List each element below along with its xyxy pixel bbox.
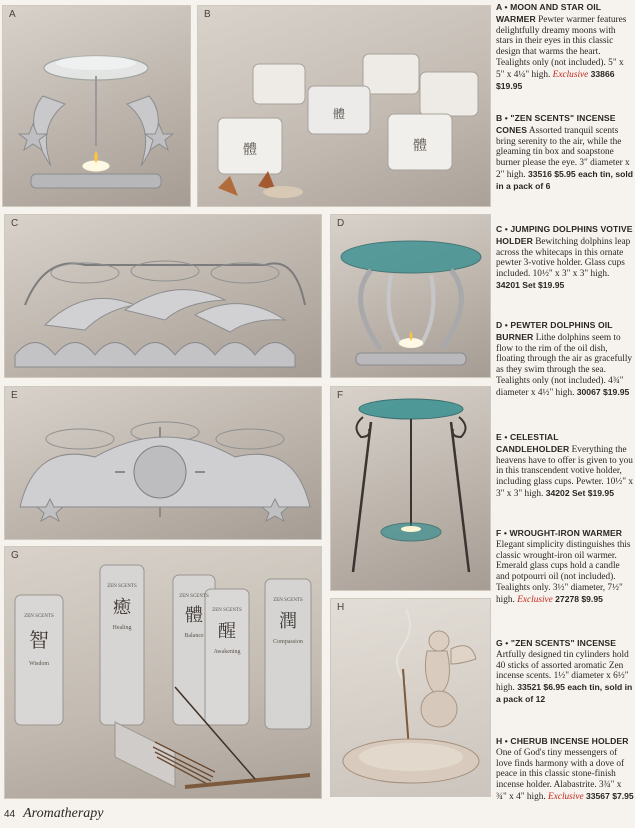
tin-name: Healing	[112, 625, 132, 631]
photo-g-incense-tins	[4, 546, 322, 799]
product-sku: 33516	[527, 168, 552, 179]
section-title: Aromatherapy	[23, 806, 104, 821]
product-entry-c: C • JUMPING DOLPHINS VOTIVE HOLDER Bewitching dolphins leap across the whitecaps in this ornate pewter 3-votive holder. Glass cups included. 10½" x 3" x 3" high. 34201 Set $19.95	[496, 224, 633, 290]
tin-brand: ZEN SCENTS	[24, 614, 54, 619]
product-price: Set $19.95	[522, 279, 565, 290]
product-description: Assorted tranquil scents bring serenity to the air, while the gleaming tin box and soapstone burner please the eye. 3" diameter x 2" high.	[496, 125, 630, 180]
product-sku: 33567	[585, 790, 610, 801]
product-description: Pewter warmer features delightfully dreamy moons with stars in their eyes in this classic design that warms the heart. Tealights only (not included). 5" x 5" x 4¼" high.	[496, 14, 627, 80]
product-name: "ZEN SCENTS" INCENSE CONES	[496, 113, 616, 135]
product-name: "ZEN SCENTS" INCENSE	[510, 638, 617, 648]
tin-kanji: 體	[243, 143, 257, 158]
photo-label: H	[337, 602, 345, 613]
product-price: $6.95 each tin, sold in a pack of 12	[496, 682, 633, 704]
tin-kanji: 醒	[218, 621, 236, 641]
photo-label: D	[337, 218, 345, 229]
product-name: MOON AND STAR OIL WARMER	[496, 2, 601, 24]
entry-letter: H	[496, 736, 503, 746]
moon-star-warmer-illustration	[3, 6, 190, 206]
tin-kanji: 體	[332, 107, 346, 121]
product-description: Bewitching dolphins leap across the whitecaps in this ornate pewter 3-votive holder. Glass cups included. 10½" x 3" x 3" high.	[496, 236, 631, 280]
tin-kanji: 潤	[279, 611, 297, 631]
product-sku: 30067	[576, 386, 601, 397]
entry-letter: B	[496, 113, 503, 123]
photo-e-celestial-candleholder	[4, 386, 322, 540]
product-name: CELESTIAL CANDLEHOLDER	[496, 432, 570, 454]
photo-label: E	[11, 390, 18, 401]
photo-d-dolphin-oil-burner	[330, 214, 491, 378]
exclusive-badge: Exclusive	[552, 69, 589, 80]
tin-name: Awakening	[213, 649, 241, 655]
photo-b-incense-cones	[197, 5, 491, 207]
exclusive-badge: Exclusive	[548, 791, 584, 802]
product-entry-a: A • MOON AND STAR OIL WARMER Pewter warmer features delightfully dreamy moons with stars in their eyes in this classic design that warms the heart. Tealights only (not included). 5" x 5" x 4¼" high. Exclusive 33866 $19.95	[496, 2, 627, 91]
photo-h-cherub-holder	[330, 598, 491, 797]
product-sku: 27278	[555, 593, 580, 604]
tin-brand: ZEN SCENTS	[107, 584, 137, 589]
entry-letter: D	[496, 320, 503, 330]
product-description: Lithe dolphins seem to flow to the rim of the oil dish, floating through the air as gracefully as they swim through the sea. Tealights only (not included). 4¾" diameter x 4½" high.	[496, 332, 633, 398]
entry-letter: F	[496, 528, 502, 538]
photo-f-wrought-iron-warmer	[330, 386, 491, 591]
dolphin-votive-illustration	[5, 215, 321, 377]
wrought-iron-illustration	[331, 387, 490, 590]
tin-kanji: 智	[29, 630, 49, 652]
product-description: Everything the heavens have to offer is given to you in this transcendent votive holder, including glass cups. Pewter. 10½" x 3" x 3" high.	[496, 444, 634, 499]
photo-label: A	[9, 9, 16, 20]
tin-brand: ZEN SCENTS	[273, 598, 303, 603]
zen-tin-illustration	[5, 547, 321, 798]
product-sku: 33521	[517, 682, 542, 693]
photo-a-moon-star-warmer	[2, 5, 191, 207]
tin-kanji: 癒	[113, 597, 131, 617]
tin-kanji: 體	[185, 605, 203, 625]
photo-label: C	[11, 218, 19, 229]
product-entry-d: D • PEWTER DOLPHINS OIL BURNER Lithe dolphins seem to flow to the rim of the oil dish, floating through the air as gracefully as they swim through the sea. Tealights only (not included). 4¾" diameter x 4½" high. 30067 $19.95	[496, 320, 633, 398]
photo-label: B	[204, 9, 211, 20]
entry-letter: A	[496, 2, 502, 12]
product-name: WROUGHT-IRON WARMER	[509, 528, 623, 538]
tin-name: Wisdom	[28, 661, 50, 667]
tin-brand: ZEN SCENTS	[179, 594, 209, 599]
product-price: Set $19.95	[571, 487, 614, 498]
product-price: $5.95 each tin, sold in a pack of 6	[496, 168, 633, 191]
product-sku: 34202	[545, 487, 570, 498]
product-description: One of God's tiny messengers of love finds harmony with a dove of peace in this classic stone-finish incense holder. Alabastrite. 3¾" x ¾" x 4" high.	[496, 747, 625, 802]
tin-name: Balance	[184, 633, 204, 639]
product-name: PEWTER DOLPHINS OIL BURNER	[496, 320, 613, 342]
product-entry-f: F • WROUGHT-IRON WARMER Elegant simplicity distinguishes this classic wrought-iron oil warmer. Emerald glass cups hold a candle and potpourri oil (not included). Tealights only. 3½" diameter, 7½" high. Exclusive 27278 $9.95	[496, 528, 631, 605]
photo-c-dolphin-votive	[4, 214, 322, 378]
product-entry-g: G • "ZEN SCENTS" INCENSE Artfully designed tin cylinders hold 40 sticks of assorted aromatic Zen incense scents. 1½" diameter x 6½" high. 33521 $6.95 each tin, sold in a pack of 12	[496, 638, 633, 704]
incense-tin-illustration	[198, 6, 490, 206]
photo-label: G	[11, 550, 19, 561]
product-entry-b: B • "ZEN SCENTS" INCENSE CONES Assorted tranquil scents bring serenity to the air, while the gleaming tin box and soapstone burner please the eye. 3" diameter x 2" high. 33516 $5.95 each tin, sold in a pack of 6	[496, 113, 633, 191]
entry-letter: C	[496, 224, 503, 234]
exclusive-badge: Exclusive	[517, 594, 553, 605]
product-sku: 33866	[590, 68, 615, 79]
entry-letter: G	[496, 638, 503, 648]
product-description: Elegant simplicity distinguishes this classic wrought-iron oil warmer. Emerald glass cups hold a candle and potpourri oil (not included). Tealights only. 3½" diameter, 7½" high.	[496, 539, 631, 605]
product-price: $7.95	[612, 790, 634, 801]
entry-letter: E	[496, 432, 502, 442]
page-number: 44	[4, 809, 16, 820]
product-entry-h: H • CHERUB INCENSE HOLDER One of God's tiny messengers of love finds harmony with a dove of peace in this classic stone-finish incense holder. Alabastrite. 3¾" x ¾" x 4" high. Exclusive 33567 $7.95	[496, 736, 634, 802]
tin-name: Compassion	[273, 639, 303, 645]
page-footer	[4, 806, 103, 822]
product-entry-e: E • CELESTIAL CANDLEHOLDER Everything the heavens have to offer is given to you in this transcendent votive holder, including glass cups. Pewter. 10½" x 3" x 3" high. 34202 Set $19.95	[496, 432, 634, 499]
product-price: $19.95	[496, 80, 523, 91]
product-description: Artfully designed tin cylinders hold 40 sticks of assorted aromatic Zen incense scents. 1½" diameter x 6½" high.	[496, 649, 629, 694]
dolphin-burner-illustration	[331, 215, 490, 377]
product-name: CHERUB INCENSE HOLDER	[510, 736, 629, 746]
cherub-holder-illustration	[331, 599, 490, 796]
photo-label: F	[337, 390, 344, 401]
product-sku: 34201	[496, 279, 520, 290]
celestial-candleholder-illustration	[5, 387, 321, 539]
product-price: $9.95	[581, 593, 603, 604]
product-name: JUMPING DOLPHINS VOTIVE HOLDER	[496, 224, 633, 246]
tin-kanji: 體	[413, 139, 427, 154]
tin-brand: ZEN SCENTS	[212, 608, 242, 613]
product-price: $19.95	[602, 386, 630, 397]
